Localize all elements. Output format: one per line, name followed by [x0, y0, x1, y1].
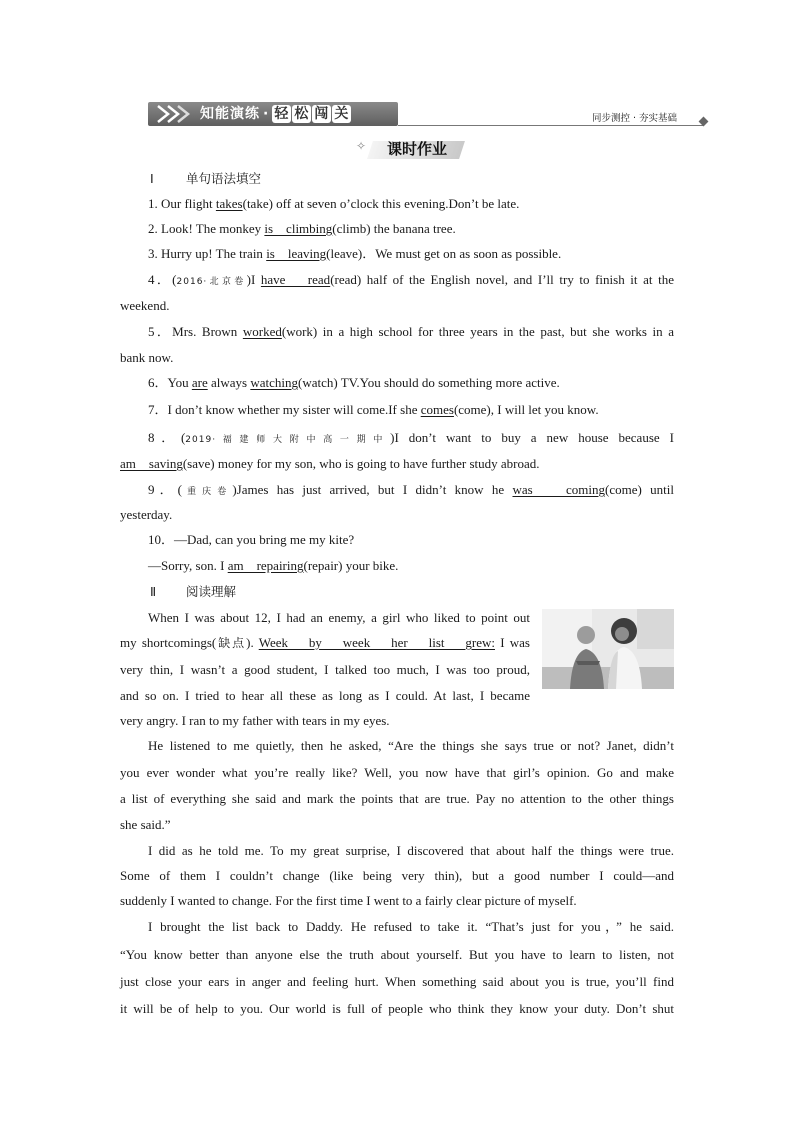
passage-p2-line1: He listened to me quietly, then he asked, “Are the things she says true or not? Janet, didn’t: [148, 738, 674, 753]
question-6: 6．You are always watching(watch) TV.You should do something more active.: [148, 375, 560, 390]
passage-p1-line3: very thin, I wasn’t a good student, I talked too much, I was too proud,: [120, 662, 530, 677]
answer-6b: watching: [250, 375, 298, 390]
banner-part1: 知能演练: [200, 106, 260, 122]
passage-p4-line3: just close your ears in anger and feeling hurt. When something said about you is true, you’ll find: [120, 974, 674, 989]
answer-1: takes: [215, 196, 243, 211]
question-7: 7．I don’t know whether my sister will come.If she comes(come), I will let you know.: [148, 402, 599, 417]
answer-3: is leaving: [266, 246, 327, 261]
passage-p1-line4: and so on. I tried to hear all these as long as I could. At last, I became: [120, 688, 530, 703]
banner-char-3: 闯: [314, 106, 330, 122]
question-4-cont: weekend.: [120, 298, 170, 313]
section1-title: 单句语法填空: [186, 171, 262, 186]
question-5: 5．Mrs. Brown worked(work) in a high school for three years in the past, but she works in a: [148, 324, 674, 339]
banner-char-2: 松: [294, 106, 310, 122]
passage-p3-line3: suddenly I wanted to change. For the first time I went to a fairly clear picture of myself.: [120, 893, 577, 908]
father-daughter-photo: [542, 609, 674, 689]
photo-illustration: [542, 609, 674, 689]
answer-6a: are: [191, 375, 208, 390]
question-9: 9．(重庆卷)James has just arrived, but I didn’t know he was coming(come) until: [148, 482, 674, 497]
question-4: 4．(2016·北京卷)I have read(read) half of the English novel, and I’ll try to finish it at the: [148, 272, 674, 287]
passage-p3-line1: I did as he told me. To my great surprise, I discovered that about half the things were true.: [148, 843, 674, 858]
lesson-title: 课时作业: [386, 140, 447, 158]
source-tag-8: 2019·福建师大附中高一期中: [185, 435, 391, 445]
passage-cn-gloss: 缺点: [216, 636, 247, 650]
section-banner: [148, 102, 398, 126]
section2-number: Ⅱ: [150, 584, 157, 599]
banner-dot: ·: [263, 106, 270, 122]
header-right-label: 同步测控 · 夯实基础: [592, 113, 678, 124]
answer-10: am repairing: [227, 558, 304, 573]
section1-number: Ⅰ: [150, 171, 154, 186]
passage-p1-line2: my shortcomings(缺点). Week by week her list grew: I was: [120, 635, 530, 650]
question-9-cont: yesterday.: [120, 507, 173, 522]
passage-p2-line3: a list of everything she said and mark the points that are true. Pay no attention to the other things: [120, 791, 674, 806]
question-8: 8．(2019·福建师大附中高一期中)I don’t want to buy a new house because I: [148, 430, 674, 445]
question-10-reply: —Sorry, son. I am repairing(repair) your bike.: [148, 558, 399, 573]
answer-4: have read: [260, 272, 331, 287]
question-8-cont: am saving(save) money for my son, who is going to have further study abroad.: [120, 456, 540, 471]
question-3: 3. Hurry up! The train is leaving(leave)．We must get on as soon as possible.: [148, 246, 562, 261]
source-tag-4: 2016·北京卷: [176, 277, 247, 287]
lesson-title-box: [356, 139, 466, 159]
passage-p4-line2: “You know better than anyone else the truth about yourself. But you have to learn to listen, not: [120, 947, 674, 962]
banner-title: [200, 104, 352, 124]
question-10: 10．—Dad, can you bring me my kite?: [148, 532, 355, 547]
answer-5: worked: [242, 324, 282, 339]
banner-char-1: 轻: [274, 106, 290, 122]
question-1: 1. Our flight takes(take) off at seven o’clock this evening.Don’t be late.: [148, 196, 520, 211]
passage-p1-line5: very angry. I ran to my father with tears in my eyes.: [120, 713, 390, 728]
banner-char-4: 关: [334, 106, 350, 122]
answer-7: comes: [420, 402, 454, 417]
sparkle-icon: ✧: [356, 139, 367, 153]
answer-2: is climbing: [264, 221, 333, 236]
underlined-phrase: Week by week her list grew:: [258, 635, 495, 650]
passage-p3-line2: Some of them I couldn’t change (like being very thin), but a good number I could—and: [120, 868, 674, 883]
section2-title: 阅读理解: [186, 584, 237, 599]
header-rule: [398, 125, 704, 126]
chevron-arrows-icon: [156, 104, 196, 124]
question-5-cont: bank now.: [120, 350, 174, 365]
passage-p4-line4: it will be of help to you. Our world is full of people who think they know your duty. Don’t shut: [120, 1001, 674, 1016]
passage-p4-line1: I brought the list back to Daddy. He refused to take it. “That’s just for you，” he said.: [148, 919, 674, 934]
source-tag-9: 重庆卷: [182, 487, 233, 497]
passage-p1-line1: When I was about 12, I had an enemy, a girl who liked to point out: [148, 610, 530, 625]
answer-8: am saving: [120, 456, 183, 471]
passage-p2-line2: you ever wonder what you’re really like? Well, you now have that girl’s opinion. Go and make: [120, 765, 674, 780]
question-2: 2. Look! The monkey is climbing(climb) the banana tree.: [148, 221, 456, 236]
answer-9: was coming: [512, 482, 606, 497]
passage-p2-line4: she said.”: [120, 817, 171, 832]
